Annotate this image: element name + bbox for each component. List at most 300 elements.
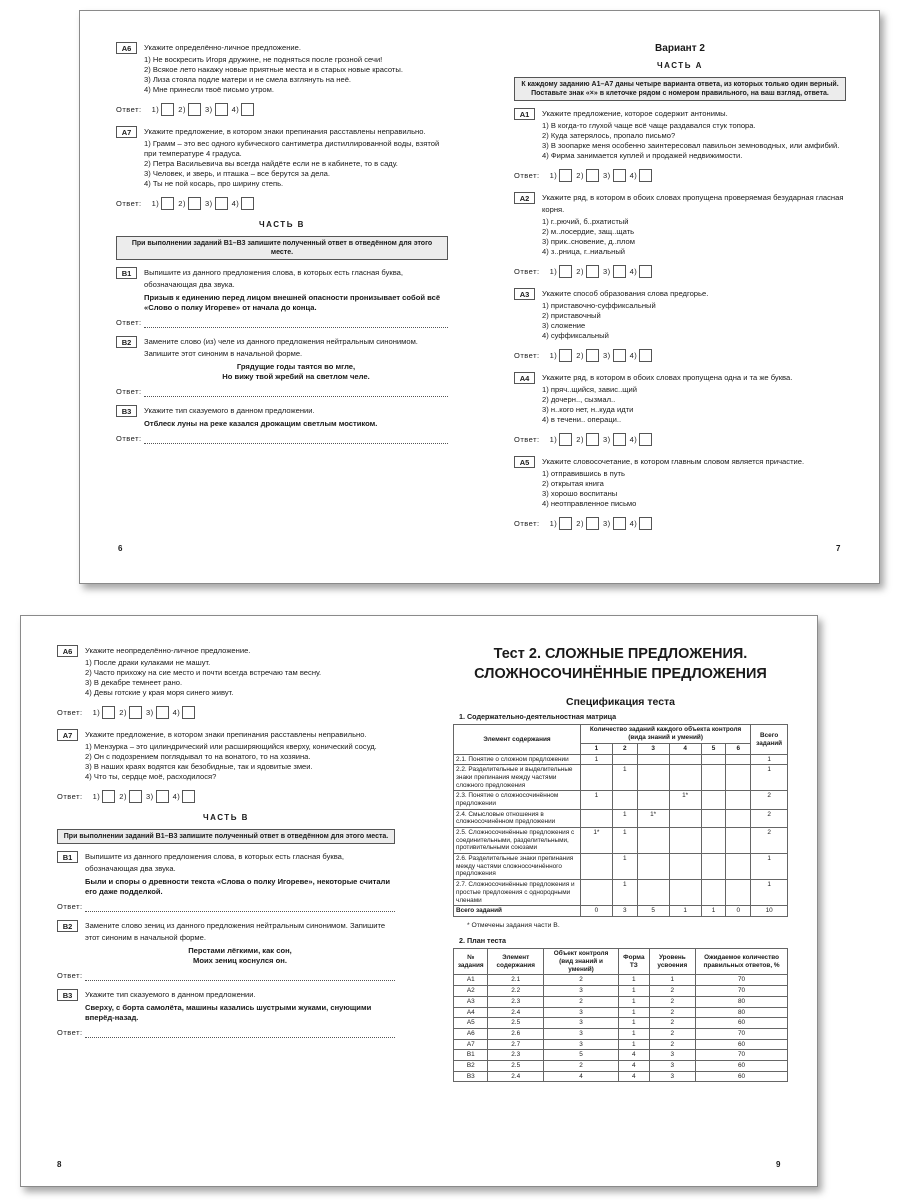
table-cell: 2 [649, 996, 696, 1007]
content-element: 2.6. Разделительные знаки препинания между частями сложносочинённого предложения [454, 854, 581, 880]
answer-box[interactable] [241, 103, 254, 116]
count-cell [612, 754, 637, 765]
table-cell: 70 [696, 986, 788, 997]
table-cell: 2 [649, 1018, 696, 1029]
question-text: Укажите предложение, которое содержит антонимы. [542, 108, 728, 118]
table-cell: 2 [649, 1028, 696, 1039]
count-cell [669, 754, 701, 765]
column-header: Количество заданий каждого объекта контроля (вида знаний и умений) [580, 725, 750, 743]
question-b1 [116, 267, 448, 313]
example-sentence: Были и споры о древности текста «Слова о полку Игореве», некоторые считали его даже подделкой. [85, 876, 391, 896]
table-cell: 1 [619, 996, 649, 1007]
table-cell: 1 [619, 1018, 649, 1029]
count-cell: 1 [580, 754, 612, 765]
count-cell [701, 880, 726, 906]
question-a2 [514, 192, 846, 257]
question-number: А7 [116, 126, 137, 138]
answer-box[interactable] [586, 349, 599, 362]
column-header: Элемент содержания [488, 949, 543, 975]
table-cell: 2 [649, 1007, 696, 1018]
table-row [454, 996, 788, 1007]
answer-label: Ответ: [514, 434, 540, 444]
answer-line[interactable] [57, 902, 395, 912]
answer-box[interactable] [586, 517, 599, 530]
question-a6 [116, 42, 448, 95]
question-text: Укажите ряд, в котором в обоих словах пропущена одна и та же буква. [542, 373, 793, 383]
option: 3) прик..сновение, д..плом [542, 237, 635, 247]
question-number: В2 [57, 920, 78, 932]
answer-box[interactable] [559, 433, 572, 446]
count-cell [701, 854, 726, 880]
answer-box[interactable] [586, 169, 599, 182]
answer-label: Ответ: [116, 386, 142, 396]
count-cell [726, 828, 751, 854]
answer-box[interactable] [215, 197, 228, 210]
page-number: 7 [836, 544, 841, 553]
table-cell: 2.5 [488, 1018, 543, 1029]
footnote: * Отмечены задания части В. [467, 921, 560, 929]
count-cell: 1 [612, 854, 637, 880]
page-spread-1 [79, 10, 880, 584]
answer-box[interactable] [129, 706, 142, 719]
table-row [454, 854, 788, 880]
count-cell: 1 [612, 880, 637, 906]
part-heading: ЧАСТЬ В [203, 813, 249, 823]
test-plan-table [453, 948, 788, 1082]
content-element: 2.7. Сложносочинённые предложения и простые предложения с однородными членами [454, 880, 581, 906]
column-number: 2 [612, 743, 637, 754]
answer-box[interactable] [156, 790, 169, 803]
count-cell: 1* [580, 828, 612, 854]
option: 3) хорошо воспитаны [542, 489, 618, 499]
table-cell: 2.3 [488, 1050, 543, 1061]
total-cell: 2 [751, 809, 788, 827]
question-text: Укажите способ образования слова предгорье. [542, 289, 709, 299]
page-number: 9 [776, 1160, 781, 1169]
option: 1) После драки кулаками не машут. [85, 658, 211, 667]
answer-box[interactable] [156, 706, 169, 719]
total-cell: 1 [751, 880, 788, 906]
table-cell: 3 [649, 1050, 696, 1061]
question-text: Укажите предложение, в котором знаки препинания расставлены неправильно. [85, 730, 367, 740]
count-cell [726, 791, 751, 809]
answer-box[interactable] [241, 197, 254, 210]
question-number: А7 [57, 729, 78, 741]
page-number: 8 [57, 1160, 62, 1169]
grand-total: 10 [751, 906, 788, 917]
count-cell: 1 [612, 765, 637, 791]
question-b2 [116, 336, 448, 382]
answer-box[interactable] [182, 790, 195, 803]
page-9 [453, 645, 788, 1082]
page-7 [514, 42, 846, 540]
column-header: Форма ТЗ [619, 949, 649, 975]
answer-box[interactable] [613, 517, 626, 530]
question-text: Укажите словосочетание, в котором главным словом является причастие. [542, 457, 805, 467]
question-text: Укажите неопределённо-личное предложение. [85, 646, 251, 655]
table-cell: 3 [649, 1060, 696, 1071]
question-number: А6 [116, 42, 137, 54]
option: 1) пряч..щийся, завис..щий [542, 385, 637, 395]
count-cell: 1 [612, 809, 637, 827]
content-element: 2.1. Понятие о сложном предложении [454, 754, 581, 765]
count-cell: 1* [637, 809, 669, 827]
answer-box[interactable] [613, 169, 626, 182]
table-cell: 1 [619, 1028, 649, 1039]
option: 2) дочерн.., сызмал.. [542, 395, 616, 405]
column-header: Объект контроля (вид знаний и умений) [543, 949, 618, 975]
table-row [454, 1060, 788, 1071]
answer-box[interactable] [102, 790, 115, 803]
answer-box[interactable] [613, 265, 626, 278]
answer-boxes: Ответ: 1) 2) 3) 4) [514, 517, 846, 530]
answer-label: Ответ: [116, 317, 142, 327]
example-line: Моих зениц коснулся он. [193, 955, 287, 965]
answer-label: Ответ: [514, 170, 540, 180]
option: 2) Петра Васильевича вы всегда найдёте если не в кабинете, то в саду. [144, 159, 398, 169]
answer-boxes: Ответ: 1) 2) 3) 4) [514, 349, 846, 362]
answer-box[interactable] [215, 103, 228, 116]
table-cell: 2.7 [488, 1039, 543, 1050]
option: 3) сложение [542, 321, 586, 331]
example-line: Но вижу твой жребий на светлом челе. [222, 371, 370, 381]
count-cell [669, 765, 701, 791]
table-row [454, 986, 788, 997]
total-cell: 2 [751, 791, 788, 809]
part-heading: ЧАСТЬ А [657, 61, 703, 71]
column-number: 6 [726, 743, 751, 754]
answer-box[interactable] [102, 706, 115, 719]
content-element: 2.5. Сложносочинённые предложения с соединительными, разделительными, противительными союзами [454, 828, 581, 854]
answer-box[interactable] [613, 433, 626, 446]
count-cell [637, 754, 669, 765]
table-cell: 5 [543, 1050, 618, 1061]
total-cell: 1 [751, 765, 788, 791]
column-header: Ожидаемое количество правильных ответов, % [696, 949, 788, 975]
answer-box[interactable] [639, 433, 652, 446]
part-heading: ЧАСТЬ В [259, 220, 305, 230]
answer-label: Ответ: [57, 1027, 83, 1037]
question-text: Укажите предложение, в котором знаки препинания расставлены неправильно. [144, 127, 426, 137]
answer-label: Ответ: [514, 350, 540, 360]
question-number: А4 [514, 372, 535, 384]
answer-boxes: Ответ: 1) 2) 3) 4) [514, 265, 846, 278]
column-header: Всего заданий [751, 725, 788, 754]
count-cell [701, 754, 726, 765]
option: 2) м..лосердие, защ..щать [542, 227, 635, 236]
total-cell: 1 [751, 754, 788, 765]
total-cell: 1 [701, 906, 726, 917]
question-b3 [57, 989, 395, 1023]
table-cell: 2.1 [488, 975, 543, 986]
answer-line[interactable] [116, 387, 448, 397]
question-a4 [514, 372, 846, 425]
count-cell [580, 880, 612, 906]
answer-box[interactable] [559, 517, 572, 530]
test-title [453, 645, 788, 684]
answer-box[interactable] [639, 265, 652, 278]
question-number: А3 [514, 288, 535, 300]
answer-label: Ответ: [116, 104, 142, 114]
table-cell: 60 [696, 1071, 788, 1082]
question-text: Укажите ряд, в котором в обоих словах пропущена проверяемая безударная гласная корня. [542, 192, 844, 214]
count-cell [701, 791, 726, 809]
question-a7 [57, 729, 395, 782]
page-number: 6 [118, 544, 123, 553]
table-row [454, 1039, 788, 1050]
answer-label: Ответ: [116, 433, 142, 443]
table-cell: 1 [649, 975, 696, 986]
table-row [454, 791, 788, 809]
option: 1) г..рючий, б..рхатистый [542, 216, 629, 226]
table-cell: 2.4 [488, 1071, 543, 1082]
count-cell [580, 809, 612, 827]
table-row [454, 1071, 788, 1082]
table-cell: 3 [649, 1071, 696, 1082]
content-element: 2.3. Понятие о сложносочинённом предложении [454, 791, 581, 809]
content-matrix-table [453, 724, 788, 916]
question-number: В1 [57, 851, 78, 863]
question-number: А2 [514, 192, 535, 204]
answer-box[interactable] [586, 433, 599, 446]
count-cell [612, 791, 637, 809]
variant-title: Вариант 2 [655, 43, 705, 54]
answer-box[interactable] [188, 103, 201, 116]
table-cell: 2.4 [488, 1007, 543, 1018]
page-6 [116, 42, 448, 452]
question-text: Выпишите из данного предложения слова, в которых есть гласная буква, обозначающая два звука. [85, 851, 344, 873]
question-text: Замените слово (из) челе из данного предложения нейтральным синонимом. Запишите этот синоним в начальной форме. [144, 336, 418, 358]
totals-row [454, 906, 788, 917]
page-8 [57, 645, 395, 1046]
table-cell: 4 [619, 1050, 649, 1061]
question-a3 [514, 288, 846, 341]
table-cell: 4 [619, 1060, 649, 1071]
option: 3) В декабре темнеет рано. [85, 678, 183, 688]
instruction-box: При выполнении заданий В1–В3 запишите полученный ответ в отведённом для этого места. [57, 829, 395, 844]
question-text: Укажите тип сказуемого в данном предложении. [85, 989, 256, 999]
table-row [454, 765, 788, 791]
option: 2) Всякое лето накажу новые приятные места и в старых новые красоты. [144, 65, 403, 75]
column-number: 1 [580, 743, 612, 754]
total-cell: 0 [580, 906, 612, 917]
table-cell: А6 [454, 1028, 488, 1039]
count-cell [669, 828, 701, 854]
table-cell: 1 [619, 1007, 649, 1018]
option: 4) Девы готские у края моря синего живут. [85, 688, 234, 698]
option: 2) Часто прихожу на сие место и почти всегда встречаю там весну. [85, 668, 322, 678]
question-text: Укажите определённо-личное предложение. [144, 43, 301, 52]
count-cell [637, 765, 669, 791]
table-cell: 2 [543, 975, 618, 986]
test-title-line: Тест 2. СЛОЖНЫЕ ПРЕДЛОЖЕНИЯ. [493, 646, 748, 662]
answer-label: Ответ: [57, 970, 83, 980]
table-cell: 60 [696, 1018, 788, 1029]
table-cell: А7 [454, 1039, 488, 1050]
answer-label: Ответ: [57, 791, 83, 801]
column-number: 3 [637, 743, 669, 754]
spec-heading: Спецификация теста [565, 696, 676, 709]
table-cell: 3 [543, 1018, 618, 1029]
option: 1) приставочно-суффиксальный [542, 301, 656, 311]
count-cell [726, 854, 751, 880]
option: 1) В когда-то глухой чаще всё чаще раздавался стук топора. [542, 120, 756, 130]
column-header: № задания [454, 949, 488, 975]
table-cell: А1 [454, 975, 488, 986]
table-cell: 1 [619, 1039, 649, 1050]
count-cell [669, 854, 701, 880]
question-b2 [57, 920, 395, 966]
option: 1) отправившись в путь [542, 469, 625, 479]
table-cell: В3 [454, 1071, 488, 1082]
answer-box[interactable] [559, 265, 572, 278]
option: 2) Он с подозрением поглядывал то на вонатого, то на хозяина. [85, 752, 311, 762]
matrix-heading: 1. Содержательно-деятельностная матрица [459, 711, 617, 721]
instruction-box: К каждому заданию А1–А7 даны четыре варианта ответа, из которых только один верный. Поставьте знак «×» в клеточке рядом с номером правильного, на ваш взгляд, ответа. [514, 77, 846, 101]
count-cell [701, 809, 726, 827]
column-header: Уровень усвоения [649, 949, 696, 975]
table-cell: 70 [696, 1050, 788, 1061]
table-cell: 3 [543, 986, 618, 997]
answer-boxes: Ответ: 1) 2) 3) 4) [514, 169, 846, 182]
test-title-line: СЛОЖНОСОЧИНЁННЫЕ ПРЕДЛОЖЕНИЯ [474, 665, 767, 682]
option: 4) суффиксальный [542, 331, 609, 341]
table-row [454, 1028, 788, 1039]
answer-box[interactable] [188, 197, 201, 210]
column-header: Элемент содержания [454, 725, 581, 754]
count-cell [580, 854, 612, 880]
answer-box[interactable] [639, 169, 652, 182]
question-number: В3 [57, 989, 78, 1001]
count-cell [637, 791, 669, 809]
option: 4) Мне принесли твоё письмо утром. [144, 85, 274, 95]
instruction-box: При выполнении заданий В1–В3 запишите полученный ответ в отведённом для этого месте. [116, 236, 448, 260]
answer-box[interactable] [613, 349, 626, 362]
question-a7 [116, 126, 448, 189]
answer-boxes: Ответ: 1) 2) 3) 4) [514, 433, 846, 446]
answer-box[interactable] [182, 706, 195, 719]
table-row [454, 754, 788, 765]
option: 4) Фирма занимается куплей и продажей недвижимости. [542, 150, 743, 160]
option: 3) В зоопарке меня особенно заинтересовал павильон земноводных, или амфибий. [542, 140, 840, 150]
table-cell: 3 [543, 1028, 618, 1039]
question-number: В1 [116, 267, 137, 279]
option: 4) Ты не пой косарь, про ширину степь. [144, 179, 284, 189]
count-cell: 1* [669, 791, 701, 809]
option: 2) приставочный [542, 311, 601, 321]
answer-line[interactable] [116, 434, 448, 444]
question-b3 [116, 405, 448, 429]
answer-box[interactable] [161, 197, 174, 210]
table-cell: 3 [543, 1007, 618, 1018]
count-cell: 1 [580, 791, 612, 809]
table-cell: А4 [454, 1007, 488, 1018]
table-row [454, 1007, 788, 1018]
answer-box[interactable] [559, 169, 572, 182]
option: 2) Куда затерялось, пропало письмо? [542, 130, 676, 140]
count-cell [637, 854, 669, 880]
count-cell [726, 765, 751, 791]
table-row [454, 809, 788, 827]
total-cell: 2 [751, 828, 788, 854]
count-cell [701, 765, 726, 791]
table-cell: 1 [619, 975, 649, 986]
option: 4) з..рница, г..ниальный [542, 247, 626, 257]
question-number: В2 [116, 336, 137, 348]
page-spread-2 [20, 615, 818, 1187]
table-cell: 70 [696, 975, 788, 986]
answer-boxes: Ответ: 1) 2) 3) 4) [116, 103, 448, 116]
count-cell [701, 828, 726, 854]
column-number: 4 [669, 743, 701, 754]
answer-label: Ответ: [116, 198, 142, 208]
table-cell: 1 [619, 986, 649, 997]
table-cell: 70 [696, 1028, 788, 1039]
count-cell [637, 828, 669, 854]
table-cell: В1 [454, 1050, 488, 1061]
count-cell: 1 [612, 828, 637, 854]
option: 3) Лиза стояла подле матери и не смела взглянуть на неё. [144, 75, 352, 85]
table-row [454, 975, 788, 986]
table-cell: 2.6 [488, 1028, 543, 1039]
table-cell: 2.3 [488, 996, 543, 1007]
answer-line[interactable] [116, 318, 448, 328]
answer-box[interactable] [586, 265, 599, 278]
column-number: 5 [701, 743, 726, 754]
table-cell: 2 [543, 1060, 618, 1071]
example-sentence: Призыв к единению перед лицом внешней опасности пронизывает собой всё «Слово о полку Игореве» от начала до конца. [144, 292, 441, 312]
answer-box[interactable] [129, 790, 142, 803]
option: 1) Грамм – это вес одного кубического сантиметра дистиллированной воды, взятой при температуре 4 градуса. [144, 139, 440, 159]
table-cell: 2.5 [488, 1060, 543, 1071]
table-row [454, 1018, 788, 1029]
total-cell: 1 [751, 854, 788, 880]
answer-label: Ответ: [57, 901, 83, 911]
question-number: А5 [514, 456, 535, 468]
count-cell [726, 880, 751, 906]
option: 2) открытая книга [542, 479, 604, 489]
count-cell [580, 765, 612, 791]
answer-line[interactable] [57, 1028, 395, 1038]
question-number: А1 [514, 108, 535, 120]
question-a6 [57, 645, 395, 698]
total-cell: 0 [726, 906, 751, 917]
table-cell: А3 [454, 996, 488, 1007]
answer-box[interactable] [559, 349, 572, 362]
plan-heading: 2. План теста [459, 935, 506, 945]
option: 4) в течени.. операци.. [542, 415, 622, 425]
table-cell: 60 [696, 1039, 788, 1050]
question-text: Укажите тип сказуемого в данном предложении. [144, 405, 315, 415]
option: 1) Не воскресить Игоря дружине, не подняться после грозной сечи! [144, 55, 383, 64]
total-cell: 5 [637, 906, 669, 917]
answer-line[interactable] [57, 971, 395, 981]
answer-label: Ответ: [514, 518, 540, 528]
total-cell: 1 [669, 906, 701, 917]
table-cell: А5 [454, 1018, 488, 1029]
table-row [454, 1050, 788, 1061]
answer-box[interactable] [639, 517, 652, 530]
option: 4) неотправленное письмо [542, 499, 637, 509]
table-cell: 2.2 [488, 986, 543, 997]
question-b1 [57, 851, 395, 897]
table-cell: 80 [696, 1007, 788, 1018]
table-cell: 4 [619, 1071, 649, 1082]
count-cell [669, 809, 701, 827]
answer-box[interactable] [639, 349, 652, 362]
answer-box[interactable] [161, 103, 174, 116]
table-cell: 2 [649, 986, 696, 997]
